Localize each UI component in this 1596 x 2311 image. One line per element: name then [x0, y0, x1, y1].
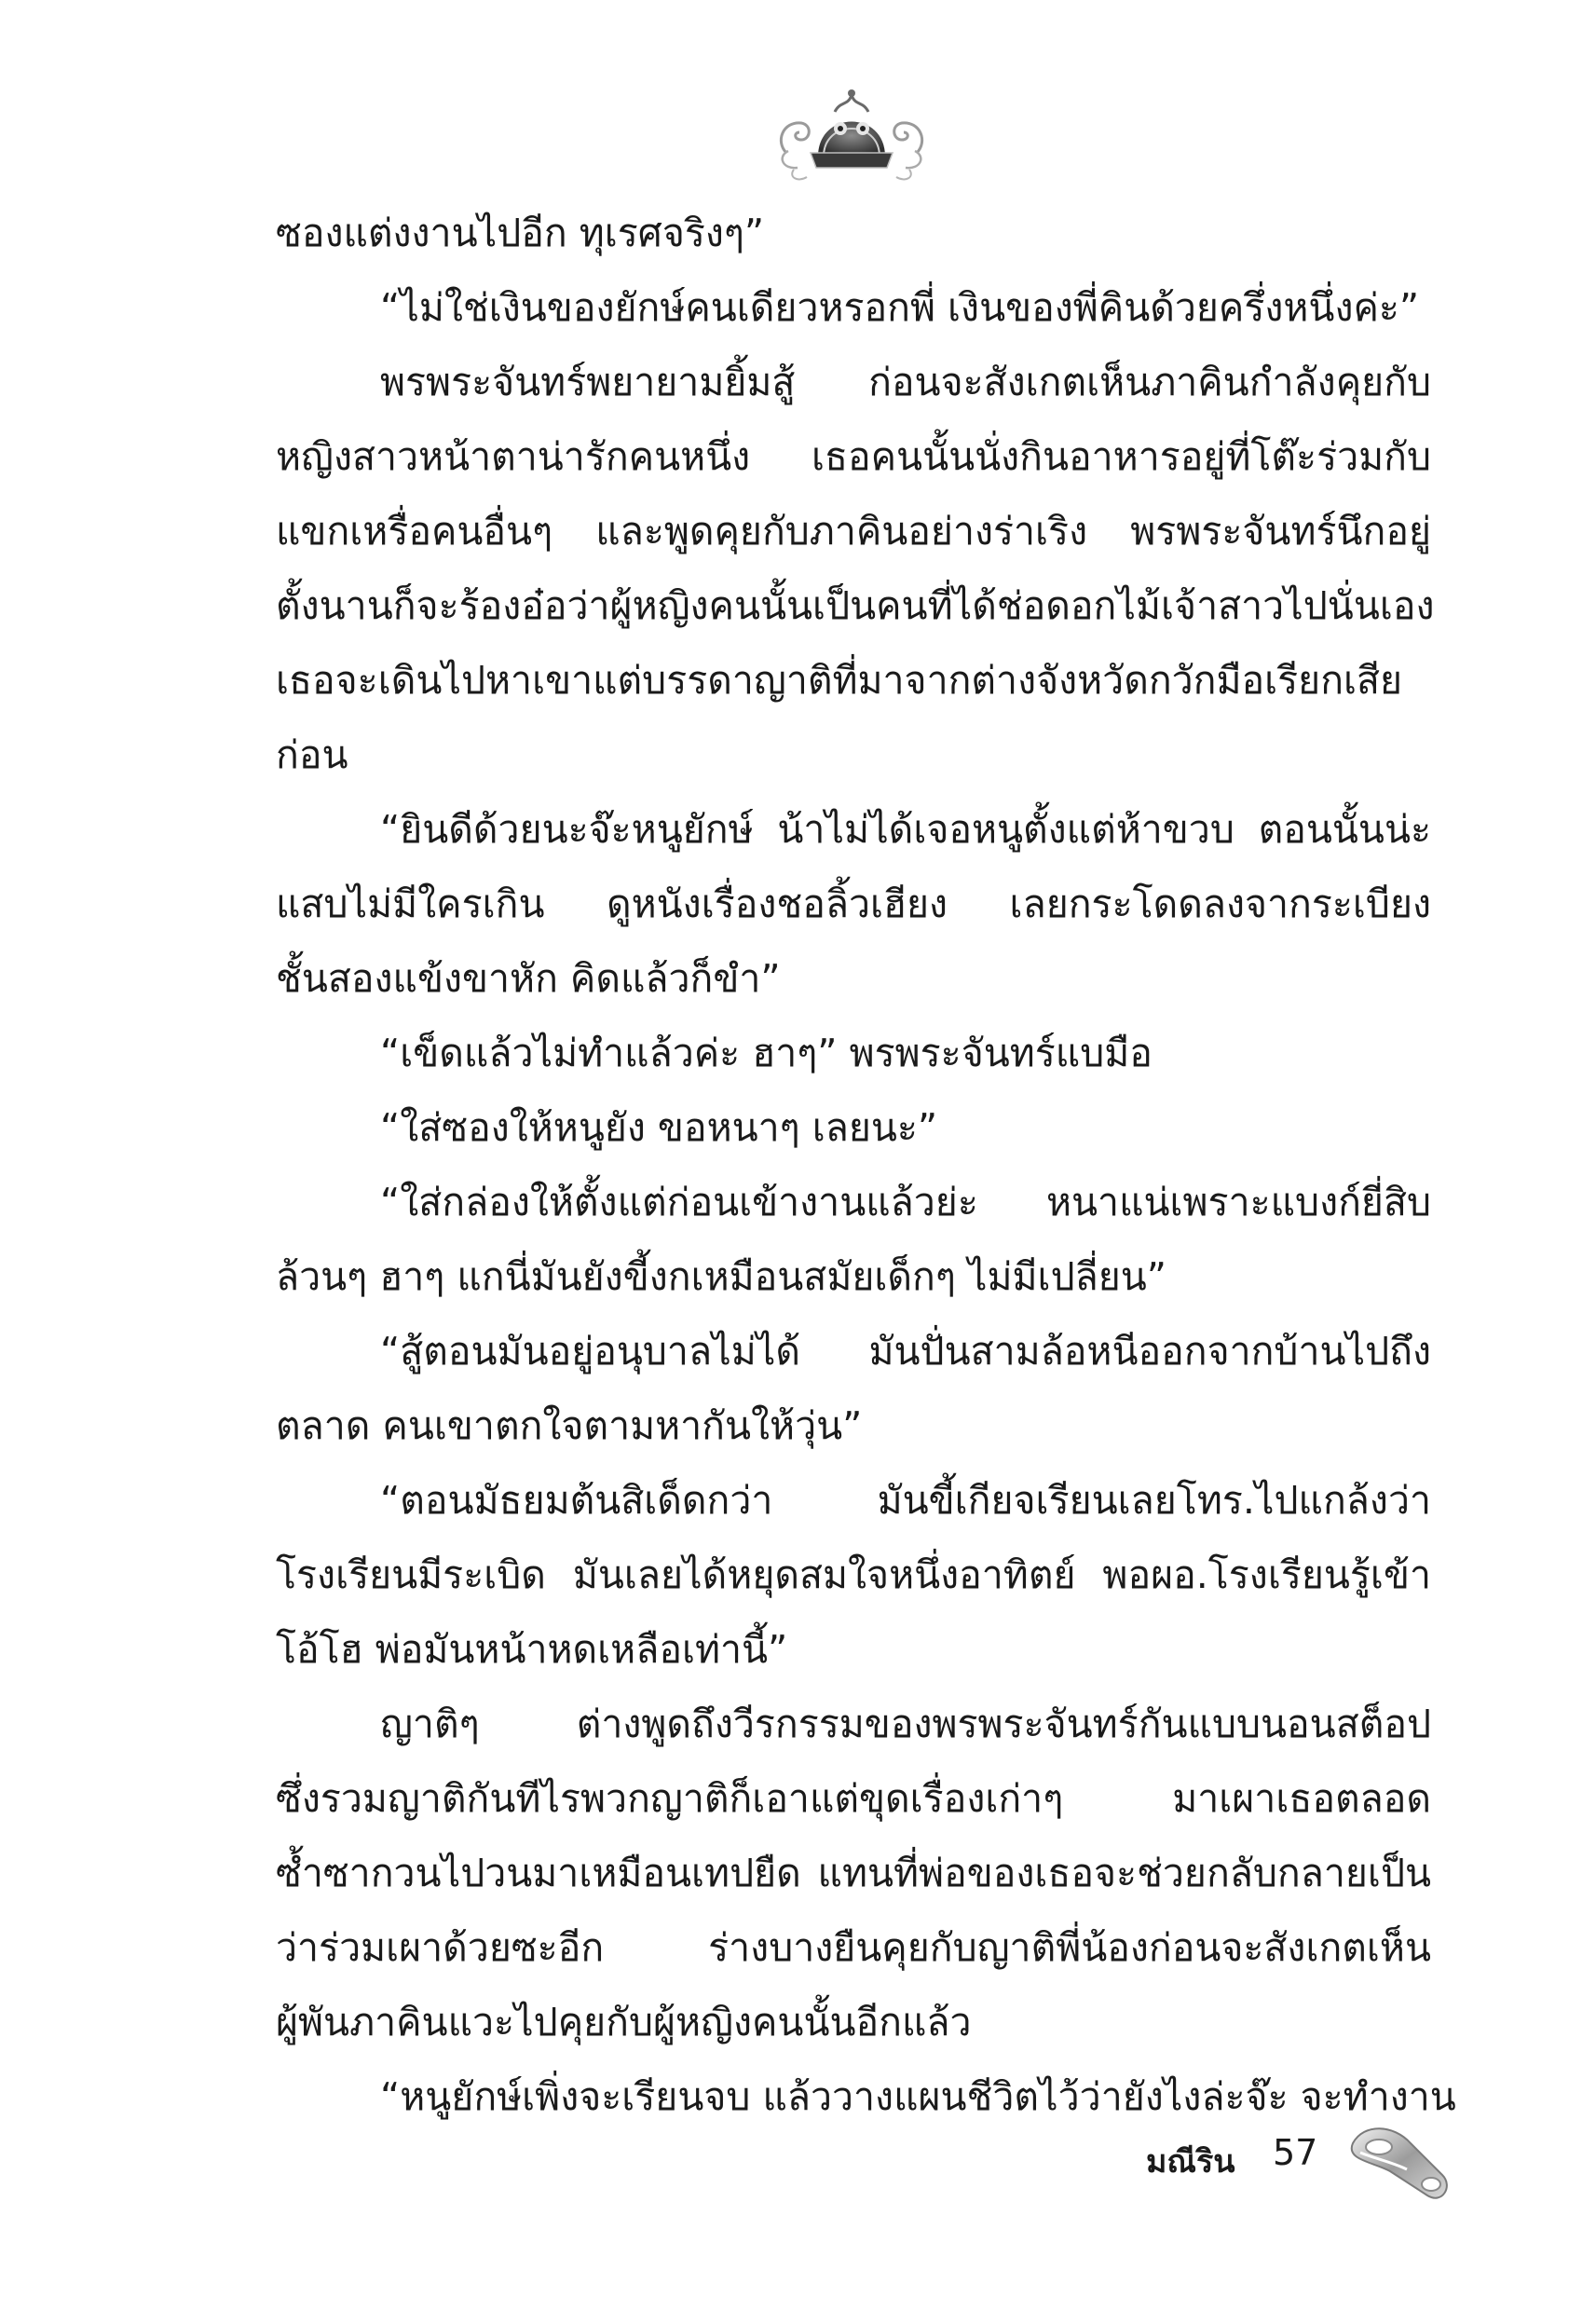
text-line: ตลาด คนเขาตกใจตามหากันให้วุ่น” [276, 1403, 863, 1448]
chapter-body-text [276, 196, 1456, 2134]
text-line: พรพระจันทร์พยายามยิ้มสู้ ก่อนจะสังเกตเห็นภาคินกำลังคุยกับ [380, 360, 1431, 404]
header-ornament [770, 67, 934, 186]
text-line: ซ้ำซากวนไปวนมาเหมือนเทปยืด แทนที่พ่อของเธอจะช่วยกลับกลายเป็น [276, 1851, 1431, 1895]
text-line: “สู้ตอนมันอยู่อนุบาลไม่ได้ มันปั่นสามล้อหนีออกจากบ้านไปถึง [380, 1329, 1431, 1374]
text-line: ก่อน [276, 732, 348, 777]
text-line: ผู้พันภาคินแวะไปคุยกับผู้หญิงคนนั้นอีกแล้ว [276, 2000, 972, 2044]
text-line: ซองแต่งงานไปอีก ทุเรศจริงๆ” [276, 211, 765, 255]
text-line: ชั้นสองแข้งขาหัก คิดแล้วก็ขำ” [276, 956, 781, 1001]
text-line: ล้วนๆ ฮาๆ แกนี่มันยังขี้งกเหมือนสมัยเด็กๆ ไม่มีเปลี่ยน” [276, 1254, 1167, 1299]
text-line: “ใส่กล่องให้ตั้งแต่ก่อนเข้างานแล้วย่ะ หนาแน่เพราะแบงก์ยี่สิบ [380, 1180, 1431, 1224]
text-line: ว่าร่วมเผาด้วยซะอีก ร่างบางยืนคุยกับญาติพี่น้องก่อนจะสังเกตเห็น [276, 1925, 1431, 1970]
text-line: “ใส่ซองให้หนูยัง ขอหนาๆ เลยนะ” [380, 1105, 938, 1150]
text-line: ญาติๆ ต่างพูดถึงวีรกรรมของพรพระจันทร์กันแบบนอนสต็อป [380, 1702, 1431, 1746]
text-line: “ตอนมัธยมต้นสิเด็ดกว่า มันขี้เกียจเรียนเลยโทร.ไปแกล้งว่า [380, 1478, 1431, 1523]
text-line: หญิงสาวหน้าตาน่ารักคนหนึ่ง เธอคนนั้นนั่งกินอาหารอยู่ที่โต๊ะร่วมกับ [276, 434, 1431, 479]
ornamental-badge-icon [770, 67, 934, 186]
ring-pull-icon [1345, 2115, 1457, 2208]
text-line: “หนูยักษ์เพิ่งจะเรียนจบ แล้ววางแผนชีวิตไว้ว่ายังไงล่ะจ๊ะ จะทำงาน [380, 2074, 1456, 2119]
page-footer [1146, 2115, 1519, 2218]
text-line: ซึ่งรวมญาติกันทีไรพวกญาติก็เอาแต่ขุดเรื่องเก่าๆ มาเผาเธอตลอด [276, 1776, 1431, 1821]
text-line: “ยินดีด้วยนะจ๊ะหนูยักษ์ น้าไม่ได้เจอหนูตั้งแต่ห้าขวบ ตอนนั้นน่ะ [380, 807, 1431, 852]
author-name: มณีริน [1146, 2143, 1235, 2181]
text-line: เธอจะเดินไปหาเขาแต่บรรดาญาติที่มาจากต่างจังหวัดกวักมือเรียกเสีย [276, 658, 1403, 703]
text-line: “เข็ดแล้วไม่ทำแล้วค่ะ ฮาๆ” พรพระจันทร์แบมือ [380, 1031, 1153, 1075]
text-line: แสบไม่มีใครเกิน ดูหนังเรื่องชอลิ้วเฮียง เลยกระโดดลงจากระเบียง [276, 882, 1431, 926]
text-line: แขกเหรื่อคนอื่นๆ และพูดคุยกับภาคินอย่างร่าเริง พรพระจันทร์นึกอยู่ [276, 509, 1431, 554]
text-line: โรงเรียนมีระเบิด มันเลยได้หยุดสมใจหนึ่งอาทิตย์ พอผอ.โรงเรียนรู้เข้า [276, 1552, 1431, 1597]
page-number: 57 [1273, 2132, 1318, 2173]
text-line: โอ้โฮ พ่อมันหน้าหดเหลือเท่านี้” [276, 1627, 788, 1672]
text-line: “ไม่ใช่เงินของยักษ์คนเดียวหรอกพี่ เงินของพี่คินด้วยครึ่งหนึ่งค่ะ” [380, 285, 1420, 330]
text-line: ตั้งนานก็จะร้องอ๋อว่าผู้หญิงคนนั้นเป็นคนที่ได้ช่อดอกไม้เจ้าสาวไปนั่นเอง [276, 583, 1435, 628]
